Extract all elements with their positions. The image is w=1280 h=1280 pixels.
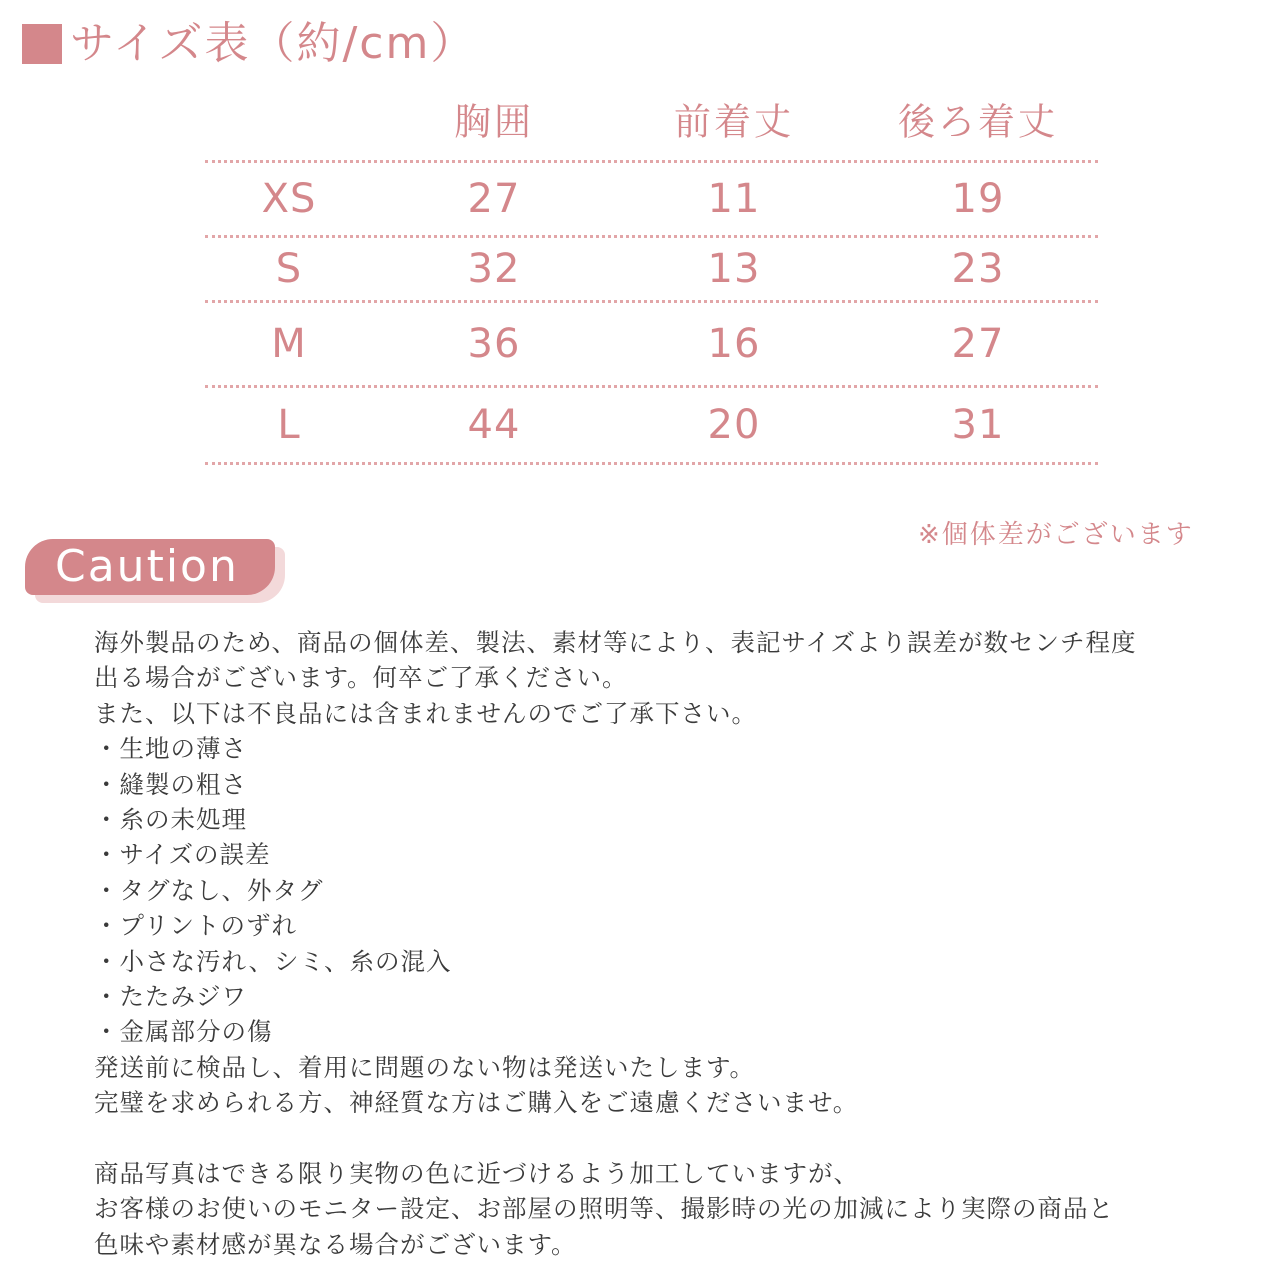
list-item: ・糸の未処理 [94, 804, 247, 834]
list-item: ・小さな汚れ、シミ、糸の混入 [94, 946, 452, 976]
size-label: XS [261, 176, 317, 222]
body-line: お客様のお使いのモニター設定、お部屋の照明等、撮影時の光の加減により実際の商品と [94, 1194, 1114, 1224]
header-back-length: 後ろ着丈 [898, 100, 1058, 144]
table-row [205, 385, 1098, 465]
back-length-value: 19 [951, 176, 1005, 222]
body-line: 商品写真はできる限り実物の色に近づけるよう加工していますが、 [94, 1158, 859, 1188]
front-length-value: 13 [707, 246, 761, 292]
list-item: ・たたみジワ [94, 981, 247, 1011]
front-length-value: 20 [707, 402, 761, 448]
list-item: ・金属部分の傷 [94, 1017, 273, 1047]
page-title [22, 14, 476, 74]
chest-value: 44 [467, 402, 521, 448]
size-label: L [277, 402, 301, 448]
front-length-value: 16 [707, 321, 761, 367]
title-square-icon [22, 24, 62, 64]
chest-value: 36 [467, 321, 521, 367]
body-line: 発送前に検品し、着用に問題のない物は発送いたします。 [94, 1052, 756, 1082]
table-row [205, 235, 1098, 300]
body-line: 海外製品のため、商品の個体差、製法、素材等により、表記サイズより誤差が数センチ程度 [94, 628, 1137, 657]
back-length-value: 27 [951, 321, 1005, 367]
header-front-length: 前着丈 [674, 100, 794, 144]
table-row [205, 300, 1098, 385]
list-item: ・縫製の粗さ [94, 769, 247, 799]
chest-value: 27 [467, 176, 521, 222]
size-label: S [275, 246, 303, 292]
size-label: M [271, 321, 307, 367]
caution-label: Caution [55, 541, 239, 592]
list-item: ・タグなし、外タグ [94, 875, 324, 905]
caution-badge [25, 539, 275, 595]
table-header-row [205, 84, 1098, 160]
header-chest: 胸囲 [454, 100, 534, 144]
body-line: また、以下は不良品には含まれませんのでご了承下さい。 [94, 698, 757, 728]
back-length-value: 31 [951, 402, 1005, 448]
list-item: ・プリントのずれ [94, 911, 298, 941]
body-line: 色味や素材感が異なる場合がございます。 [94, 1229, 577, 1259]
table-row [205, 160, 1098, 235]
list-item: ・生地の薄さ [94, 734, 247, 764]
caution-body [94, 625, 1244, 1262]
body-line: 完璧を求められる方、神経質な方はご購入をご遠慮くださいませ。 [94, 1088, 859, 1118]
list-item: ・サイズの誤差 [94, 840, 271, 870]
size-table [205, 84, 1098, 465]
chest-value: 32 [467, 246, 521, 292]
individual-difference-note: ※個体差がございます [918, 520, 1194, 550]
title-text: サイズ表（約/cm） [70, 18, 477, 69]
front-length-value: 11 [707, 176, 761, 222]
body-line: 出る場合がございます。何卒ご了承ください。 [94, 663, 628, 693]
back-length-value: 23 [951, 246, 1005, 292]
blank-line [94, 1120, 1244, 1155]
